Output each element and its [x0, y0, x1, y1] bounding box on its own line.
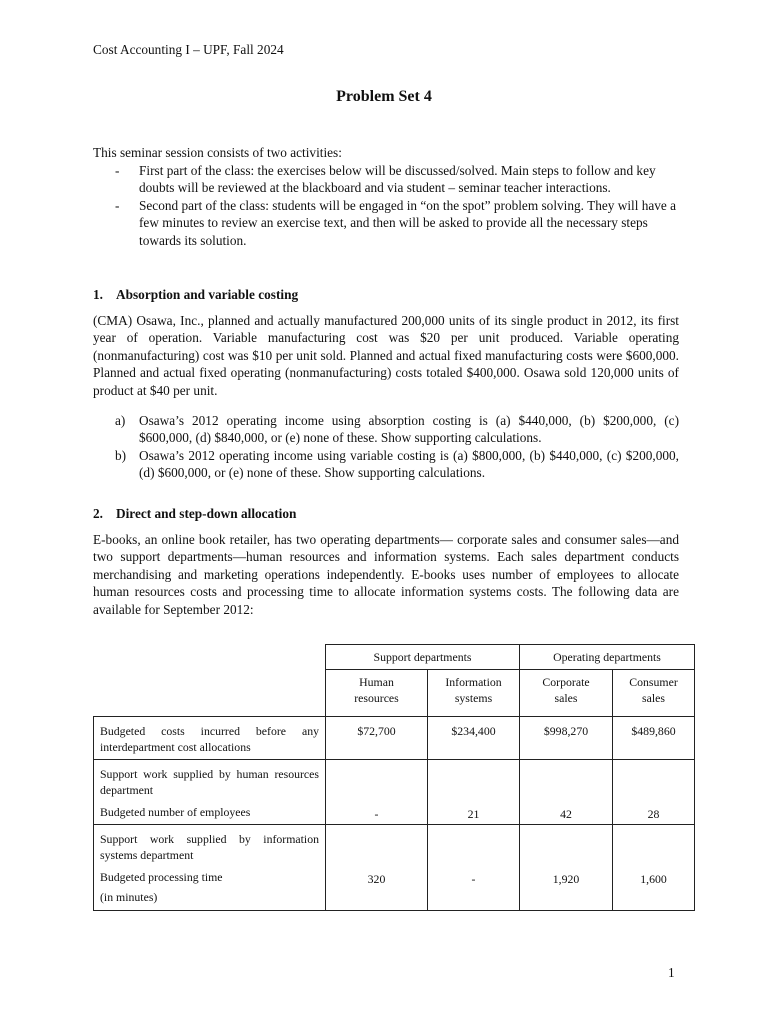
- table-cell: 1,920: [520, 825, 613, 911]
- question-item: [93, 447, 679, 482]
- column-header-human-resources: Human resources: [326, 670, 428, 717]
- question-text: Osawa’s 2012 operating income using variable costing is (a) $800,000, (b) $440,000, (c) $200,000, (d) $600,000, or (e) none of these. Show supporting calculations.: [139, 447, 679, 481]
- row-label: Support work supplied by information systems department Budgeted processing time (in minutes): [94, 825, 326, 911]
- group-header-support: Support departments: [326, 645, 520, 670]
- department-data-table: [93, 644, 695, 911]
- table-cell: $234,400: [428, 717, 520, 760]
- table-cell: 1,600: [613, 825, 695, 911]
- table-cell: 42: [520, 760, 613, 825]
- section-number: 2.: [93, 506, 103, 521]
- table-cell: 320: [326, 825, 428, 911]
- section-title: Direct and step-down allocation: [116, 506, 297, 521]
- question-label: a): [115, 412, 126, 428]
- table-cell: -: [326, 760, 428, 825]
- bullet-marker: -: [115, 197, 120, 213]
- table-row: [94, 717, 695, 760]
- bullet-text: First part of the class: the exercises below will be discussed/solved. Main steps to follow and key doubts will be reviewed at the blackboard and via student – seminar teacher interactions.: [139, 162, 656, 196]
- course-header: Cost Accounting I – UPF, Fall 2024: [93, 42, 284, 57]
- intro-section: [93, 144, 679, 250]
- column-header-corporate-sales: Corporate sales: [520, 670, 613, 717]
- group-header-operating: Operating departments: [520, 645, 695, 670]
- intro-lead: This seminar session consists of two activities:: [93, 145, 342, 160]
- question-label: b): [115, 447, 127, 463]
- question-list: [93, 412, 679, 482]
- page-title: Problem Set 4: [336, 88, 432, 105]
- table-cell: 21: [428, 760, 520, 825]
- question-text: Osawa’s 2012 operating income using absorption costing is (a) $440,000, (b) $200,000, (c) $600,000, (d) $840,000, or (e) none of these. Show supporting calculations.: [139, 412, 679, 446]
- question-item: [93, 412, 679, 447]
- row-label: Support work supplied by human resources department Budgeted number of employees: [94, 760, 326, 825]
- section-direct-step-down-allocation: [93, 505, 679, 619]
- intro-bullet: [93, 162, 679, 197]
- row-label: Budgeted costs incurred before any interdepartment cost allocations: [94, 717, 326, 760]
- table-row: [94, 760, 695, 825]
- table-cell: 28: [613, 760, 695, 825]
- section-absorption-variable-costing: [93, 286, 679, 482]
- table-cell: -: [428, 825, 520, 911]
- section-number: 1.: [93, 287, 103, 302]
- table-group-header-row: [94, 645, 695, 670]
- table-row: [94, 825, 695, 911]
- page-number: 1: [668, 965, 675, 980]
- table-cell: $998,270: [520, 717, 613, 760]
- table-cell: $489,860: [613, 717, 695, 760]
- section-title: Absorption and variable costing: [116, 287, 299, 302]
- section-paragraph: E-books, an online book retailer, has two operating departments— corporate sales and consumer sales—and two support departments—human resources and information systems. Each sales department conducts merchandising and marketing operations independently. E-books uses number of employees to allocate human resources costs and processing time to allocate information systems costs. The following data are available for September 2012:: [93, 531, 679, 617]
- section-paragraph: (CMA) Osawa, Inc., planned and actually manufactured 200,000 units of its single product in 2012, its first year of operation. Variable manufacturing cost was $20 per unit produced. Variable operating (nonmanufacturing) cost was $10 per unit sold. Planned and actual fixed manufacturing costs were $600,000. Planned and actual fixed operating (nonmanufacturing) costs totaled $400,000. Osawa sold 120,000 units of product at $40 per unit.: [93, 312, 679, 398]
- intro-bullet: [93, 197, 679, 250]
- bullet-marker: -: [115, 162, 120, 178]
- column-header-consumer-sales: Consumer sales: [613, 670, 695, 717]
- intro-bullet-list: [93, 162, 679, 250]
- table-column-header-row: [94, 670, 695, 717]
- section-heading: [93, 505, 679, 523]
- bullet-text: Second part of the class: students will be engaged in “on the spot” problem solving. They will have a few minutes to review an exercise text, and then will be asked to provide all the necessary steps towards its solution.: [139, 197, 677, 248]
- section-heading: [93, 286, 679, 304]
- column-header-information-systems: Information systems: [428, 670, 520, 717]
- table-cell: $72,700: [326, 717, 428, 760]
